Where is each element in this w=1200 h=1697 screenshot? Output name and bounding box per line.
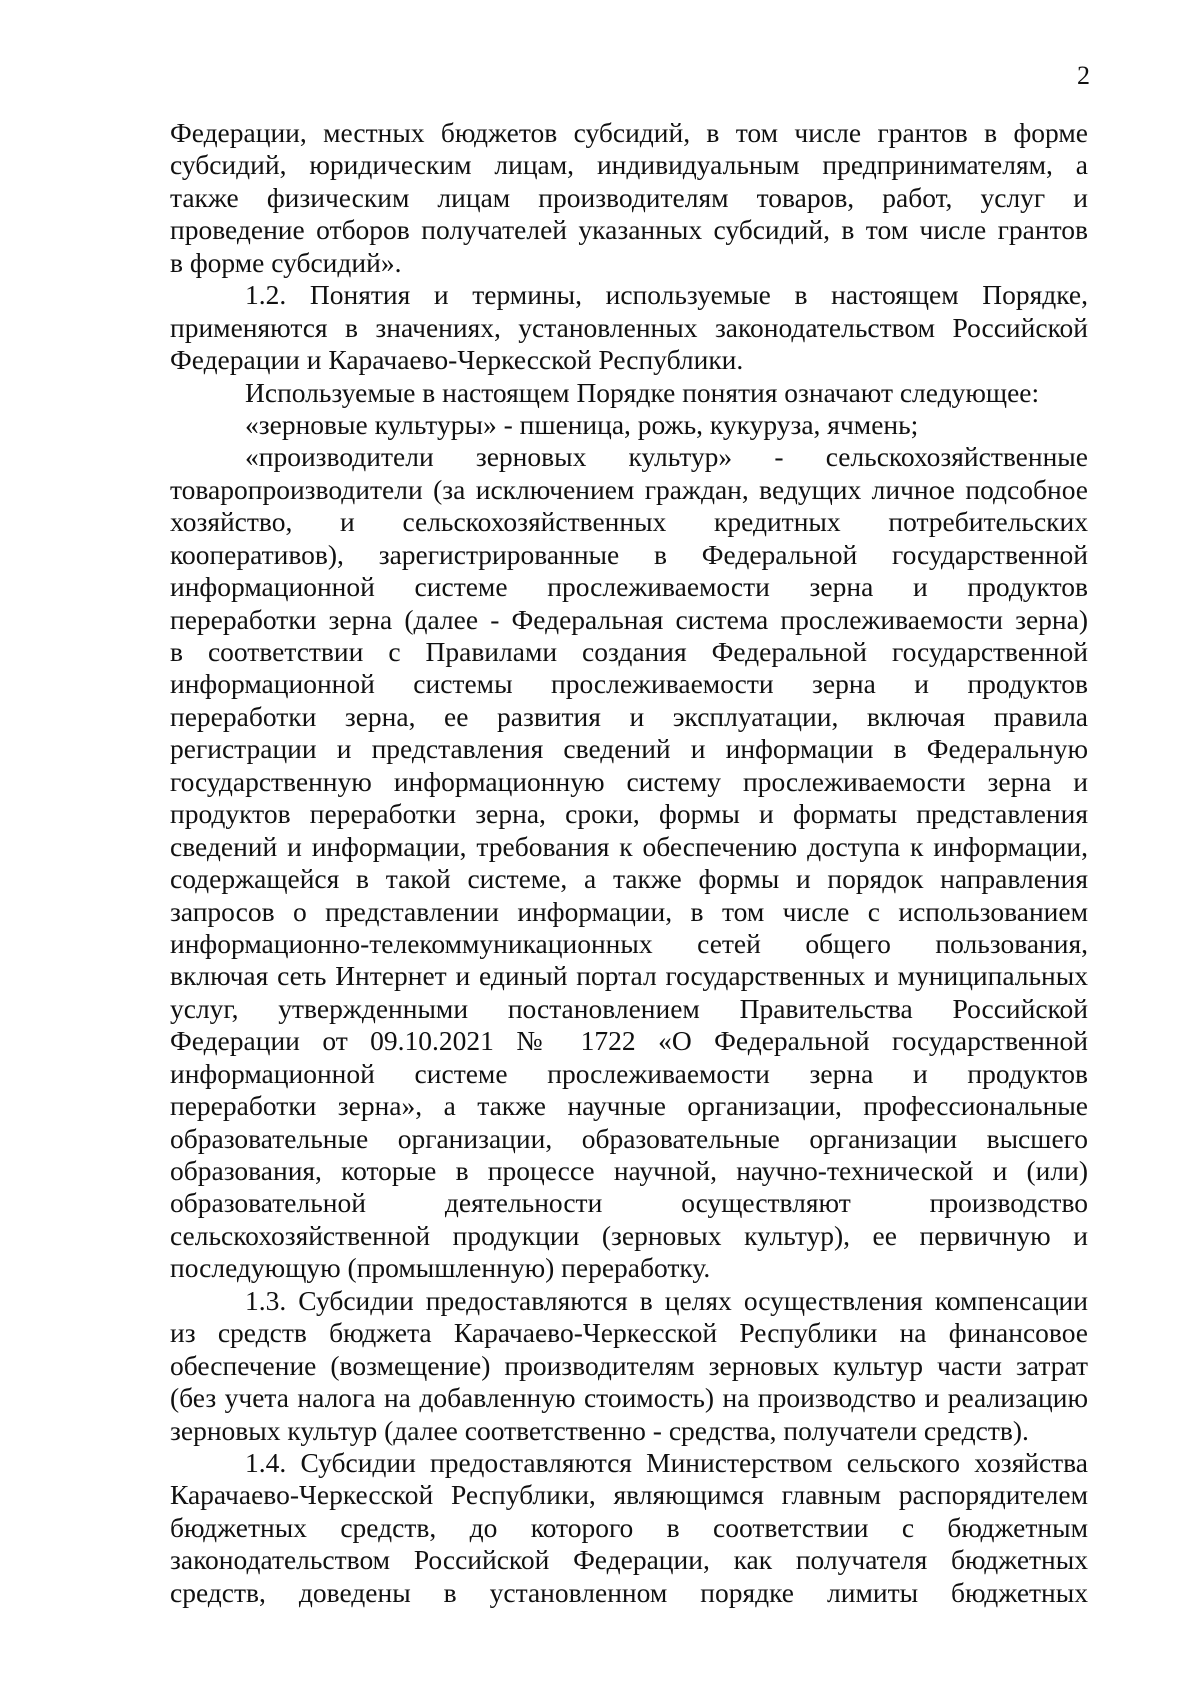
text-line: государственную информационную систему прослеживаемости зерна и bbox=[170, 765, 1088, 797]
text-line: обеспечение (возмещение) производителям зерновых культур части затрат bbox=[170, 1349, 1088, 1381]
text-line: товаропроизводители (за исключением граждан, ведущих личное подсобное bbox=[170, 473, 1088, 505]
text-line: последующую (промышленную) переработку. bbox=[170, 1252, 711, 1284]
text-line: 1.2. Понятия и термины, используемые в настоящем Порядке, bbox=[245, 279, 1088, 311]
text-line: переработки зерна, ее развития и эксплуатации, включая правила bbox=[170, 700, 1088, 732]
text-line: средств, доведены в установленном порядке лимиты бюджетных bbox=[170, 1576, 1088, 1608]
text-line: субсидий, юридическим лицам, индивидуальным предпринимателям, а bbox=[170, 149, 1088, 181]
text-line: сведений и информации, требования к обеспечению доступа к информации, bbox=[170, 830, 1088, 862]
text-line: образовательной деятельности осуществляют производство bbox=[170, 1187, 1088, 1219]
text-line: информационно-телекоммуникационных сетей общего пользования, bbox=[170, 927, 1088, 959]
text-line: информационной системы прослеживаемости зерна и продуктов bbox=[170, 668, 1088, 700]
text-line: содержащейся в такой системе, а также формы и порядок направления bbox=[170, 863, 1088, 895]
text-line: Карачаево-Черкесской Республики, являющимся главным распорядителем bbox=[170, 1479, 1088, 1511]
text-line: в соответствии с Правилами создания Федеральной государственной bbox=[170, 636, 1088, 667]
text-line: Федерации от 09.10.2021 № 1722 «О Федеральной государственной bbox=[170, 1025, 1088, 1057]
document-body bbox=[170, 117, 1088, 1609]
text-line: услуг, утвержденными постановлением Правительства Российской bbox=[170, 992, 1088, 1024]
text-line: информационной системе прослеживаемости зерна и продуктов bbox=[170, 571, 1088, 603]
text-line: «производители зерновых культур» - сельскохозяйственные bbox=[245, 441, 1088, 473]
text-line: Используемые в настоящем Порядке понятия означают следующее: bbox=[245, 376, 1040, 408]
page-number: 2 bbox=[1077, 61, 1090, 90]
text-line: запросов о представлении информации, в том числе с использованием bbox=[170, 895, 1088, 927]
text-line: информационной системе прослеживаемости зерна и продуктов bbox=[170, 1057, 1088, 1089]
text-line: продуктов переработки зерна, сроки, формы и форматы представления bbox=[170, 798, 1088, 830]
text-line: хозяйство, и сельскохозяйственных кредитных потребительских bbox=[170, 506, 1088, 538]
text-line: переработки зерна», а также научные организации, профессиональные bbox=[170, 1090, 1088, 1122]
text-line: кооперативов), зарегистрированные в Федеральной государственной bbox=[170, 538, 1088, 570]
text-line: зерновых культур (далее соответственно - средства, получатели средств). bbox=[170, 1414, 1029, 1446]
text-line: Федерации, местных бюджетов субсидий, в том числе грантов в форме bbox=[170, 117, 1088, 148]
text-line: законодательством Российской Федерации, как получателя бюджетных bbox=[170, 1544, 1088, 1576]
text-line: образования, которые в процессе научной, научно-технической и (или) bbox=[170, 1155, 1088, 1186]
text-line: (без учета налога на добавленную стоимость) на производство и реализацию bbox=[170, 1382, 1088, 1414]
text-line: переработки зерна (далее - Федеральная система прослеживаемости зерна) bbox=[170, 603, 1088, 635]
text-line: в форме субсидий». bbox=[170, 246, 402, 278]
text-line: из средств бюджета Карачаево-Черкесской Республики на финансовое bbox=[170, 1317, 1088, 1349]
text-line: включая сеть Интернет и единый портал государственных и муниципальных bbox=[170, 960, 1088, 992]
text-line: бюджетных средств, до которого в соответствии с бюджетным bbox=[170, 1511, 1088, 1543]
text-line: проведение отборов получателей указанных субсидий, в том числе грантов bbox=[170, 214, 1088, 246]
text-line: «зерновые культуры» - пшеница, рожь, кукуруза, ячмень; bbox=[245, 408, 919, 440]
text-line: применяются в значениях, установленных законодательством Российской bbox=[170, 311, 1088, 343]
text-line: Федерации и Карачаево-Черкесской Республики. bbox=[170, 344, 744, 376]
text-line: образовательные организации, образовательные организации высшего bbox=[170, 1122, 1088, 1154]
text-line: сельскохозяйственной продукции (зерновых культур), ее первичную и bbox=[170, 1219, 1088, 1251]
text-line: регистрации и представления сведений и информации в Федеральную bbox=[170, 733, 1088, 765]
text-line: также физическим лицам производителям товаров, работ, услуг и bbox=[170, 181, 1088, 213]
text-line: 1.3. Субсидии предоставляются в целях осуществления компенсации bbox=[245, 1284, 1088, 1316]
text-line: 1.4. Субсидии предоставляются Министерством сельского хозяйства bbox=[245, 1446, 1088, 1478]
